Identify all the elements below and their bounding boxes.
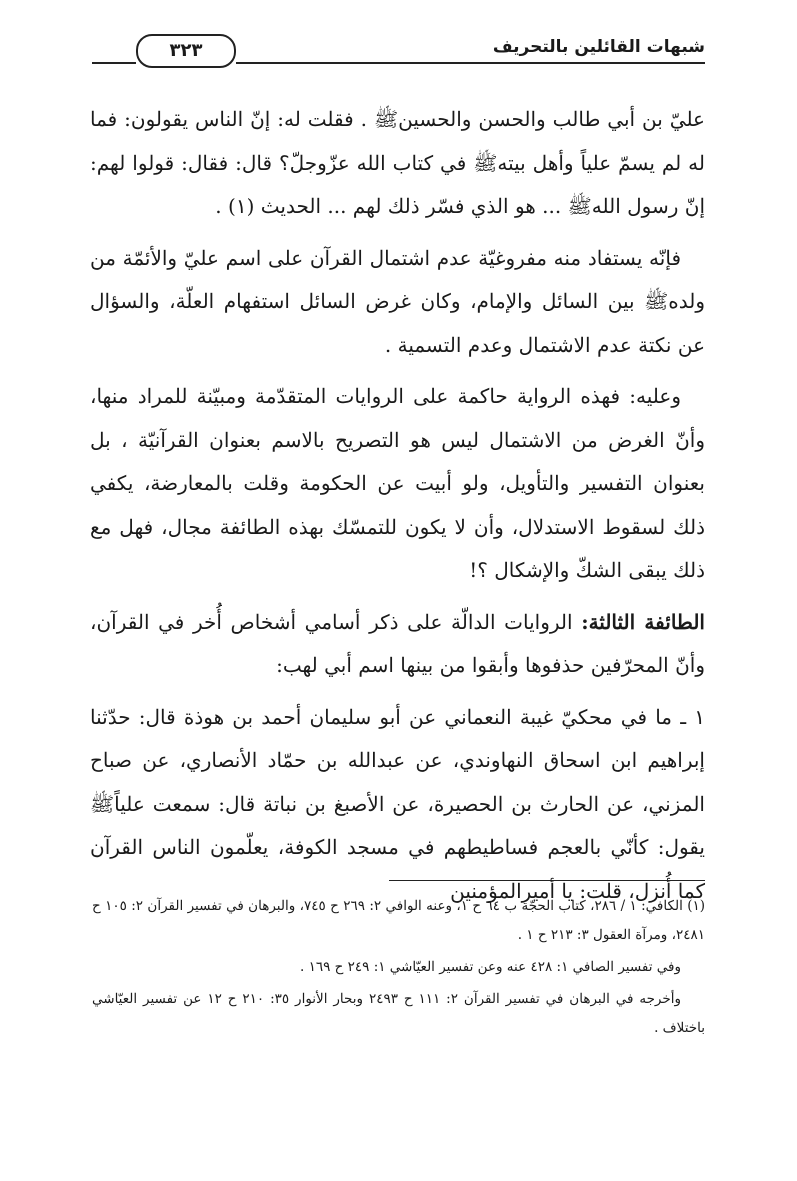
section-lead: الطائفة الثالثة: — [581, 609, 705, 634]
paragraph: فإنّه يستفاد منه مفروغيّة عدم اشتمال القرآن على اسم عليّ والأئمّة من ولده‏ﷺ بين السائل والإمام، وكان غرض السائل استفهام العلّة، والسؤال عن نكتة عدم الاشتمال وعدم التسمية . — [90, 245, 705, 357]
paragraph-text: أسامي أشخاص أُخر في القرآن، وأنّ المحرّفين حذفوها وأبقوا من بينها اسم أبي لهب: — [90, 609, 705, 677]
paragraph: وعليه: فهذه الرواية حاكمة على الروايات المتقدّمة ومبيّنة للمراد منها، وأنّ الغرض من الاشتمال ليس هو التصريح بالاسم بعنوان القرآنيّة ، بل بعنوان التفسير والتأويل، ولو أبيت عن الحكومة وقلت بالمعارضة، يكفي ذلك لسقوط الاستدلال، وأن لا يكون للتمسّك بهذه الطائفة مجال، فهل مع ذلك يبقى الشكّ والإشكال ؟! — [90, 384, 705, 582]
running-title: شبهات القائلين بالتحريف — [492, 37, 705, 57]
header-rule — [236, 62, 705, 64]
paragraph-third-group — [90, 601, 705, 688]
footnote: (١) الكافي: ١ / ٢٨٦، كتاب الحجّة ب ٦٤ ح ١، وعنه الوافي ٢: ٢٦٩ ح ٧٤٥، والبرهان في تفسير القرآن ٢: ١٠٥ ح ٢٤٨١، ومرآة العقول ٣: ٢١٣ ح ١ . — [92, 898, 706, 943]
paragraph: عليّ بن أبي طالب والحسن والحسين‏ﷺ . فقلت له: إنّ الناس يقولون: فما له لم يسمّ علياً وأهل بيته‏ﷺ في كتاب الله عزّوجلّ؟ قال: فقال: قولوا لهم: إنّ رسول الله‏ﷺ ... هو الذي فسّر ذلك لهم ... الحديث (١) . — [90, 107, 705, 218]
footnote-rule — [389, 880, 705, 881]
section-lead-text: الروايات الدالّة على ذكر — [369, 609, 573, 634]
paragraph: ١ ـ ما في محكيّ غيبة النعماني عن أبو سليمان أحمد بن هوذة قال: حدّثنا إبراهيم ابن اسحاق النهاوندي، عن عبدالله بن حمّاد الأنصاري، عن صباح المزني، عن الحارث بن الحصيرة، عن الأصبغ بن نباتة قال: سمعت علياًﷺ يقول: كأنّي بالعجم فساطيطهم في مسجد الكوفة، يعلّمون الناس القرآن كما أُنزل، قلت: يا أميرالمؤمنين — [90, 704, 705, 903]
footnote: وفي تفسير الصافي ١: ٤٢٨ عنه وعن تفسير العيّاشي ١: ٢٤٩ ح ١٦٩ . — [299, 959, 681, 975]
footnotes — [92, 892, 705, 1046]
page-header — [92, 34, 705, 74]
footnote: وأخرجه في البرهان في تفسير القرآن ٢: ١١١ ح ٢٤٩٣ وبحار الأنوار ٣٥: ٢١٠ ح ١٢ عن تفسير العيّاشي باختلاف . — [92, 991, 705, 1036]
main-text — [90, 98, 705, 921]
header-rule — [92, 62, 136, 64]
page-number: ٣٢٣ — [136, 34, 236, 68]
